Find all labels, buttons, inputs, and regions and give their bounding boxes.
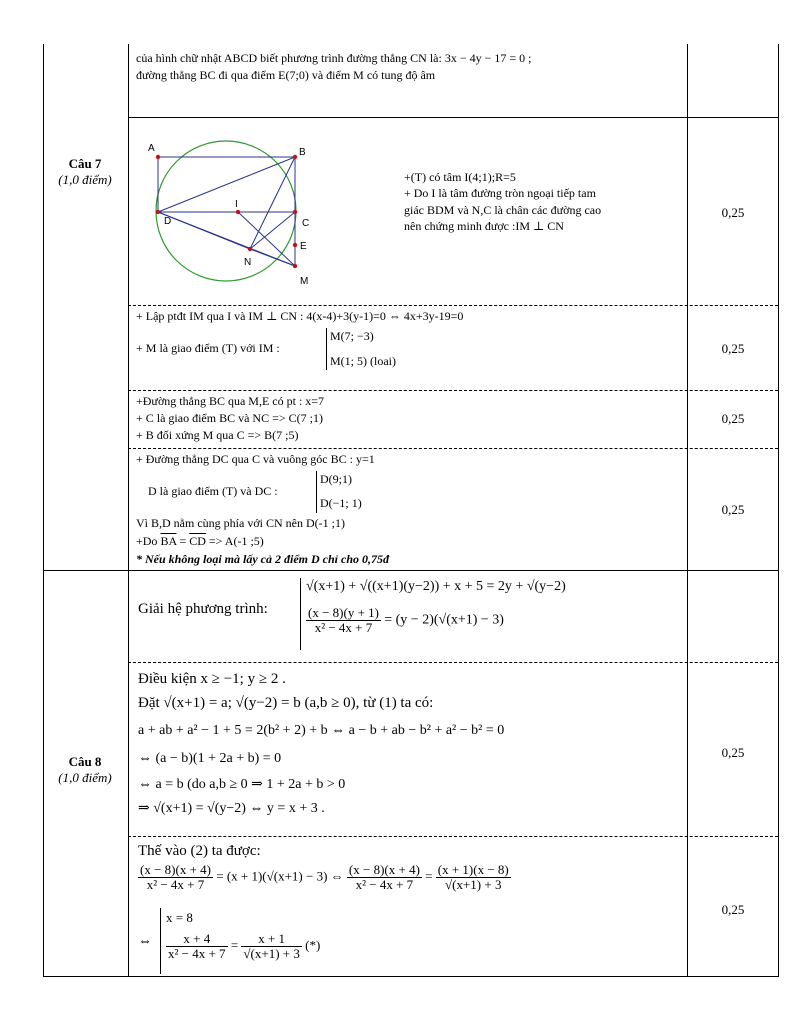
fraction-den: x² − 4x + 7 — [355, 877, 414, 892]
row-divider — [128, 390, 778, 391]
point-label-c: C — [302, 218, 310, 229]
q8-points: (1,0 điểm) — [58, 770, 112, 785]
fraction-num: (x − 8)(x + 4) — [140, 862, 211, 877]
q8-s1-line4: ⇔ (a − b)(1 + 2a + b) = 0 — [138, 751, 282, 766]
score-cell: 0,25 — [721, 411, 745, 426]
point-label-e: E — [300, 241, 307, 252]
q7-step4-opt1: D(9;1) — [320, 472, 352, 486]
case-bracket — [160, 908, 161, 974]
q8-title: Câu 8 — [68, 754, 102, 769]
case-bracket — [326, 328, 327, 370]
point-m — [293, 264, 297, 268]
point-n — [248, 247, 252, 251]
q7-step4-line3: Vì B,D nằm cùng phía với CN nên D(-1 ;1) — [136, 516, 345, 530]
point-label-i: I — [235, 199, 238, 210]
segment-db — [158, 157, 295, 212]
point-label-b: B — [299, 147, 306, 158]
fraction-num: (x + 1)(x − 8) — [437, 862, 509, 877]
q8-s1-line1: Điều kiện x ≥ −1; y ≥ 2 . — [138, 671, 286, 687]
q8-s2-line1: Thế vào (2) ta được: — [138, 843, 261, 859]
point-e — [293, 243, 297, 247]
q8-s2-line2 — [138, 863, 511, 892]
q7-step1-line4: nên chứng minh được :IM ⊥ CN — [404, 219, 564, 233]
question-divider — [43, 570, 778, 571]
fraction-den: x² − 4x + 7 — [314, 620, 373, 635]
fraction-num: (x − 8)(x + 4) — [348, 862, 420, 877]
q7-step4-prefix: D là giao điểm (T) và DC : — [148, 484, 278, 498]
text-fragment: +Do — [136, 534, 161, 548]
fraction — [436, 863, 511, 892]
q7-step2-prefix: + M là giao điểm (T) với IM : — [136, 341, 280, 355]
q7-step4-line4 — [136, 534, 264, 548]
row-divider — [128, 117, 778, 118]
s2-eq: = — [425, 868, 433, 884]
score-cell: 0,25 — [721, 902, 745, 917]
q8-problem-prefix: Giải hệ phương trình: — [138, 601, 268, 617]
fraction-num: (x − 8)(y + 1) — [308, 605, 379, 620]
segment-dn — [158, 212, 250, 249]
q7-intro-line1: của hình chữ nhật ABCD biết phương trình đường thẳng CN là: 3x − 4y − 17 = 0 ; — [136, 51, 532, 65]
point-label-a: A — [148, 143, 155, 154]
point-label-m: M — [300, 276, 309, 287]
q7-step4-opt2: D(−1; 1) — [320, 496, 362, 510]
q7-step3-line3: + B đối xứng M qua C => B(7 ;5) — [136, 428, 299, 442]
q7-step4-line1: + Đường thẳng DC qua C và vuông góc BC : y=1 — [136, 452, 375, 466]
fraction-den: √(x+1) + 3 — [445, 877, 502, 892]
fraction-den: x² − 4x + 7 — [146, 877, 205, 892]
q8-eq1: √(x+1) + √((x+1)(y−2)) + x + 5 = 2y + √(y−2) — [306, 579, 566, 594]
q7-step1-line3: giác BDM và N,C là chân các đường cao — [404, 203, 602, 217]
segment-bn — [250, 157, 295, 249]
q7-step2-opt1: M(7; −3) — [330, 329, 374, 343]
q8-s1-line3: a + ab + a² − 1 + 5 = 2(b² + 2) + b ⇔ a − b + ab − b² + a² − b² = 0 — [138, 723, 505, 738]
score-cell: 0,25 — [721, 745, 745, 760]
eq2-rhs: = (y − 2)(√(x+1) − 3) — [384, 612, 504, 628]
q7-title: Câu 7 — [68, 156, 102, 171]
q8-s1-line2: Đặt √(x+1) = a; √(y−2) = b (a,b ≥ 0), từ (1) ta có: — [138, 695, 434, 711]
row-divider — [128, 305, 778, 306]
score-cell: 0,25 — [721, 205, 745, 220]
point-i — [236, 210, 240, 214]
q7-step1-line1: +(T) có tâm I(4;1);R=5 — [404, 170, 516, 184]
fraction-den: √(x+1) + 3 — [243, 946, 300, 961]
row-divider — [128, 836, 778, 837]
point-d — [156, 210, 160, 214]
circumcircle — [156, 141, 296, 281]
s2-star: (*) — [305, 937, 321, 953]
fraction-num: x + 4 — [166, 932, 228, 947]
fraction — [306, 606, 381, 635]
fraction — [166, 932, 228, 961]
point-c — [293, 210, 297, 214]
q7-intro-line2: đường thẳng BC đi qua điểm E(7;0) và điểm M có tung độ âm — [136, 68, 436, 82]
q8-eq2 — [306, 606, 504, 635]
q8-s2-case2 — [166, 932, 320, 961]
table-right-border — [778, 44, 779, 977]
q8-s2-case1: x = 8 — [166, 910, 193, 925]
s2-mid: = (x + 1)(√(x+1) − 3) ⇔ — [216, 868, 344, 884]
q7-step4-note: * Nếu không loại mà lấy cả 2 điểm D chỉ cho 0,75đ — [136, 552, 389, 566]
point-label-n: N — [244, 257, 252, 268]
q7-step1-line2: + Do I là tâm đường tròn ngoại tiếp tam — [404, 186, 596, 200]
row-divider — [128, 448, 778, 449]
point-b — [293, 155, 297, 159]
q7-step3-line2: + C là giao điểm BC và NC => C(7 ;1) — [136, 411, 323, 425]
s2-eq: = — [230, 937, 239, 953]
q7-step3-line1: +Đường thẳng BC qua M,E có pt : x=7 — [136, 394, 325, 408]
score-cell: 0,25 — [721, 341, 745, 356]
q8-header — [43, 754, 127, 786]
text-fragment: => A(-1 ;5) — [205, 534, 264, 548]
q7-points: (1,0 điểm) — [58, 172, 112, 187]
system-brace — [300, 578, 301, 650]
case-bracket — [316, 471, 317, 513]
vector-ba: $\overline{BA}$ — [160, 534, 177, 548]
fraction — [138, 863, 213, 892]
table-bottom-border — [43, 976, 778, 977]
q7-step2-line1: + Lập ptđt IM qua I và IM ⊥ CN : 4(x-4)+3(y-1)=0 ⇔ 4x+3y-19=0 — [136, 309, 464, 323]
vector-cd: $\overline{CD}$ — [189, 534, 206, 548]
score-cell: 0,25 — [721, 502, 745, 517]
point-label-d: D — [164, 216, 172, 227]
fraction-num: x + 1 — [241, 932, 301, 947]
q7-step2-opt2: M(1; 5) (loai) — [330, 354, 396, 368]
q8-s1-line5: ⇔ a = b (do a,b ≥ 0 ⇒ 1 + 2a + b > 0 — [138, 777, 346, 792]
q8-s2-iff: ⇔ — [138, 934, 152, 949]
row-divider — [128, 662, 778, 663]
fraction — [347, 863, 422, 892]
fraction-den: x² − 4x + 7 — [168, 946, 226, 961]
point-a — [156, 155, 160, 159]
text-fragment: = — [176, 534, 190, 548]
q7-header — [43, 156, 127, 188]
table-col-divider — [128, 44, 129, 977]
geometry-figure — [140, 135, 310, 295]
fraction — [241, 932, 301, 961]
q8-s1-line6: ⇒ √(x+1) = √(y−2) ⇔ y = x + 3 . — [138, 801, 325, 816]
